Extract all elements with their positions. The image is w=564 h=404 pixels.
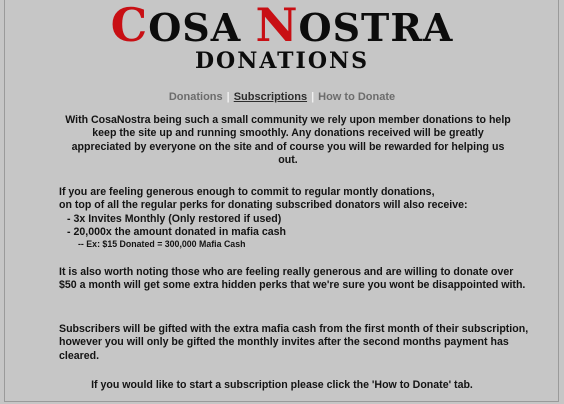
perk-invites: - 3x Invites Monthly (Only restored if used) bbox=[67, 212, 282, 225]
perks-section bbox=[59, 186, 529, 250]
logo-title-initial-n: N bbox=[255, 0, 299, 52]
logo-title-word-1: OSA bbox=[148, 5, 256, 50]
perk-mafia-cash: - 20,000x the amount donated in mafia cash bbox=[67, 225, 286, 238]
logo-title-initial-c: C bbox=[110, 0, 149, 52]
cta-paragraph: If you would like to start a subscription please click the 'How to Donate' tab. bbox=[91, 379, 473, 391]
logo-subtitle: DONATIONS bbox=[194, 48, 370, 74]
intro-paragraph: With CosaNostra being such a small community we rely upon member donations to help keep the site up and running smoothly. Any donations received will be greatly appreciated by everyone on the site and of course you will be rewarded for helping us out. bbox=[65, 114, 511, 166]
tab-donations[interactable]: Donations bbox=[168, 91, 223, 103]
logo-title-word-2: OSTRA bbox=[298, 5, 454, 50]
tab-subscriptions[interactable]: Subscriptions bbox=[233, 91, 308, 103]
tab-separator: | bbox=[226, 91, 230, 103]
gifting-paragraph: Subscribers will be gifted with the extra mafia cash from the first month of their subscription, however you will only be gifted the monthly invites after the second months payment has cleared. bbox=[59, 323, 529, 362]
tab-how-to-donate[interactable]: How to Donate bbox=[318, 91, 396, 103]
site-logo bbox=[0, 2, 564, 72]
generous-paragraph: It is also worth noting those who are feeling really generous and are willing to donate over $50 a month will get some extra hidden perks that we're sure you wont be disappointed with. bbox=[59, 266, 526, 292]
perks-line-2: on top of all the regular perks for donating subscribed donators will also receive: bbox=[59, 199, 468, 212]
perk-example: -- Ex: $15 Donated = 300,000 Mafia Cash bbox=[78, 239, 246, 250]
perks-line-1: If you are feeling generous enough to commit to regular montly donations, bbox=[59, 186, 435, 198]
donation-tabs bbox=[0, 91, 564, 103]
tab-separator: | bbox=[311, 91, 315, 103]
logo-title bbox=[0, 0, 564, 52]
